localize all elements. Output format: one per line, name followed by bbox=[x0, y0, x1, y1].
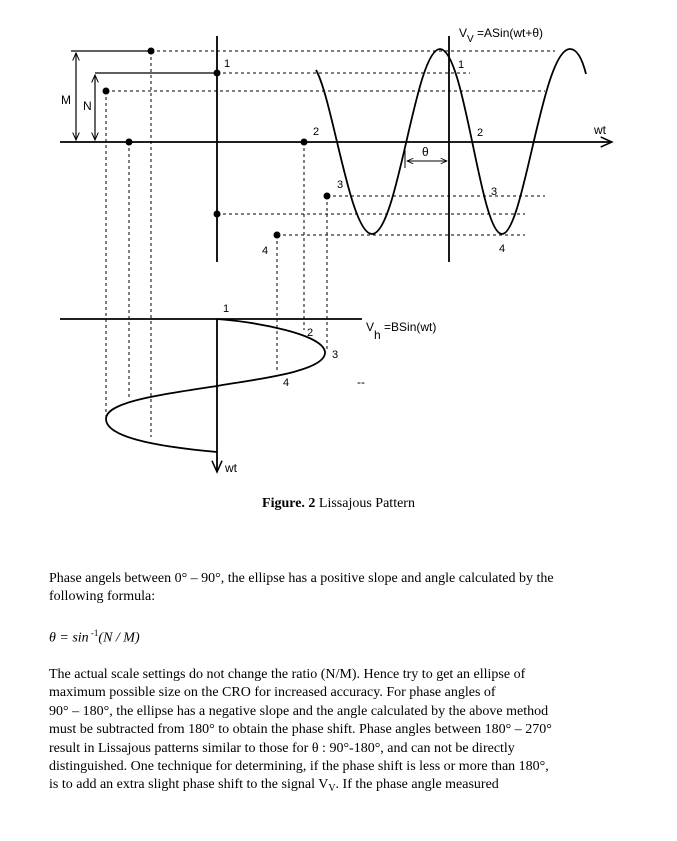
point-label: 3 bbox=[337, 179, 344, 191]
ellipse-point bbox=[324, 193, 331, 200]
dashes-label: -- bbox=[357, 375, 365, 389]
point-label: 1 bbox=[223, 303, 230, 315]
ellipse-point bbox=[126, 139, 133, 146]
ellipse-point bbox=[301, 139, 308, 146]
m-bracket bbox=[71, 51, 151, 140]
point-label: 2 bbox=[313, 126, 320, 138]
point-label: 3 bbox=[491, 186, 498, 198]
wt-bottom-label: wt bbox=[225, 461, 237, 475]
paragraph-1: Phase angels between 0° – 90°, the ellipse has a positive slope and angle calculated by the following formula: bbox=[49, 571, 554, 605]
projection-lines bbox=[106, 51, 555, 437]
point-label: 4 bbox=[499, 243, 506, 255]
ellipse-point bbox=[274, 232, 281, 239]
vh-sine-wave bbox=[106, 319, 325, 452]
n-label: N bbox=[83, 99, 92, 113]
paragraph-2: The actual scale settings do not change the ratio (N/M). Hence try to get an ellipse of maximum possible size on the CRO for increased accuracy. For phase angles of 90° – 180°, the ellipse has a negative slope and the angle calculated by the above method must be subtracted from 180° to obtain the phase shift. Phase angles between 180° – 270° result in Lissajous patterns similar to those for θ : 90°-180°, and can not be directly distinguished. One technique for determining, if the phase shift is less or more than 180°, is to add an extra slight phase shift to the signal $V_V$. If the phase angle measured bbox=[49, 667, 552, 795]
point-label: 2 bbox=[307, 327, 314, 339]
vv-label: $V_V$ =ASin(wt+θ) bbox=[459, 26, 544, 45]
point-label: 1 bbox=[224, 58, 231, 70]
ellipse-point bbox=[103, 88, 110, 95]
point-label: 2 bbox=[477, 127, 484, 139]
ellipse-point bbox=[214, 70, 221, 77]
theta-label: θ bbox=[422, 145, 429, 159]
point-label: 4 bbox=[262, 245, 269, 257]
point-label: 1 bbox=[458, 59, 465, 71]
ellipse-point bbox=[148, 48, 155, 55]
point-label: 4 bbox=[283, 377, 290, 389]
vh-label: Vh =BSin(wt) bbox=[366, 320, 437, 342]
point-label: 3 bbox=[332, 349, 339, 361]
m-label: M bbox=[61, 93, 71, 107]
n-bracket bbox=[95, 73, 217, 140]
formula: θ = sin $^{-1}$(N / M) bbox=[49, 628, 140, 646]
ellipse-point bbox=[214, 211, 221, 218]
figure-caption: Figure. 2 Lissajous Pattern bbox=[262, 496, 415, 511]
wt-right-label: wt bbox=[594, 123, 606, 137]
